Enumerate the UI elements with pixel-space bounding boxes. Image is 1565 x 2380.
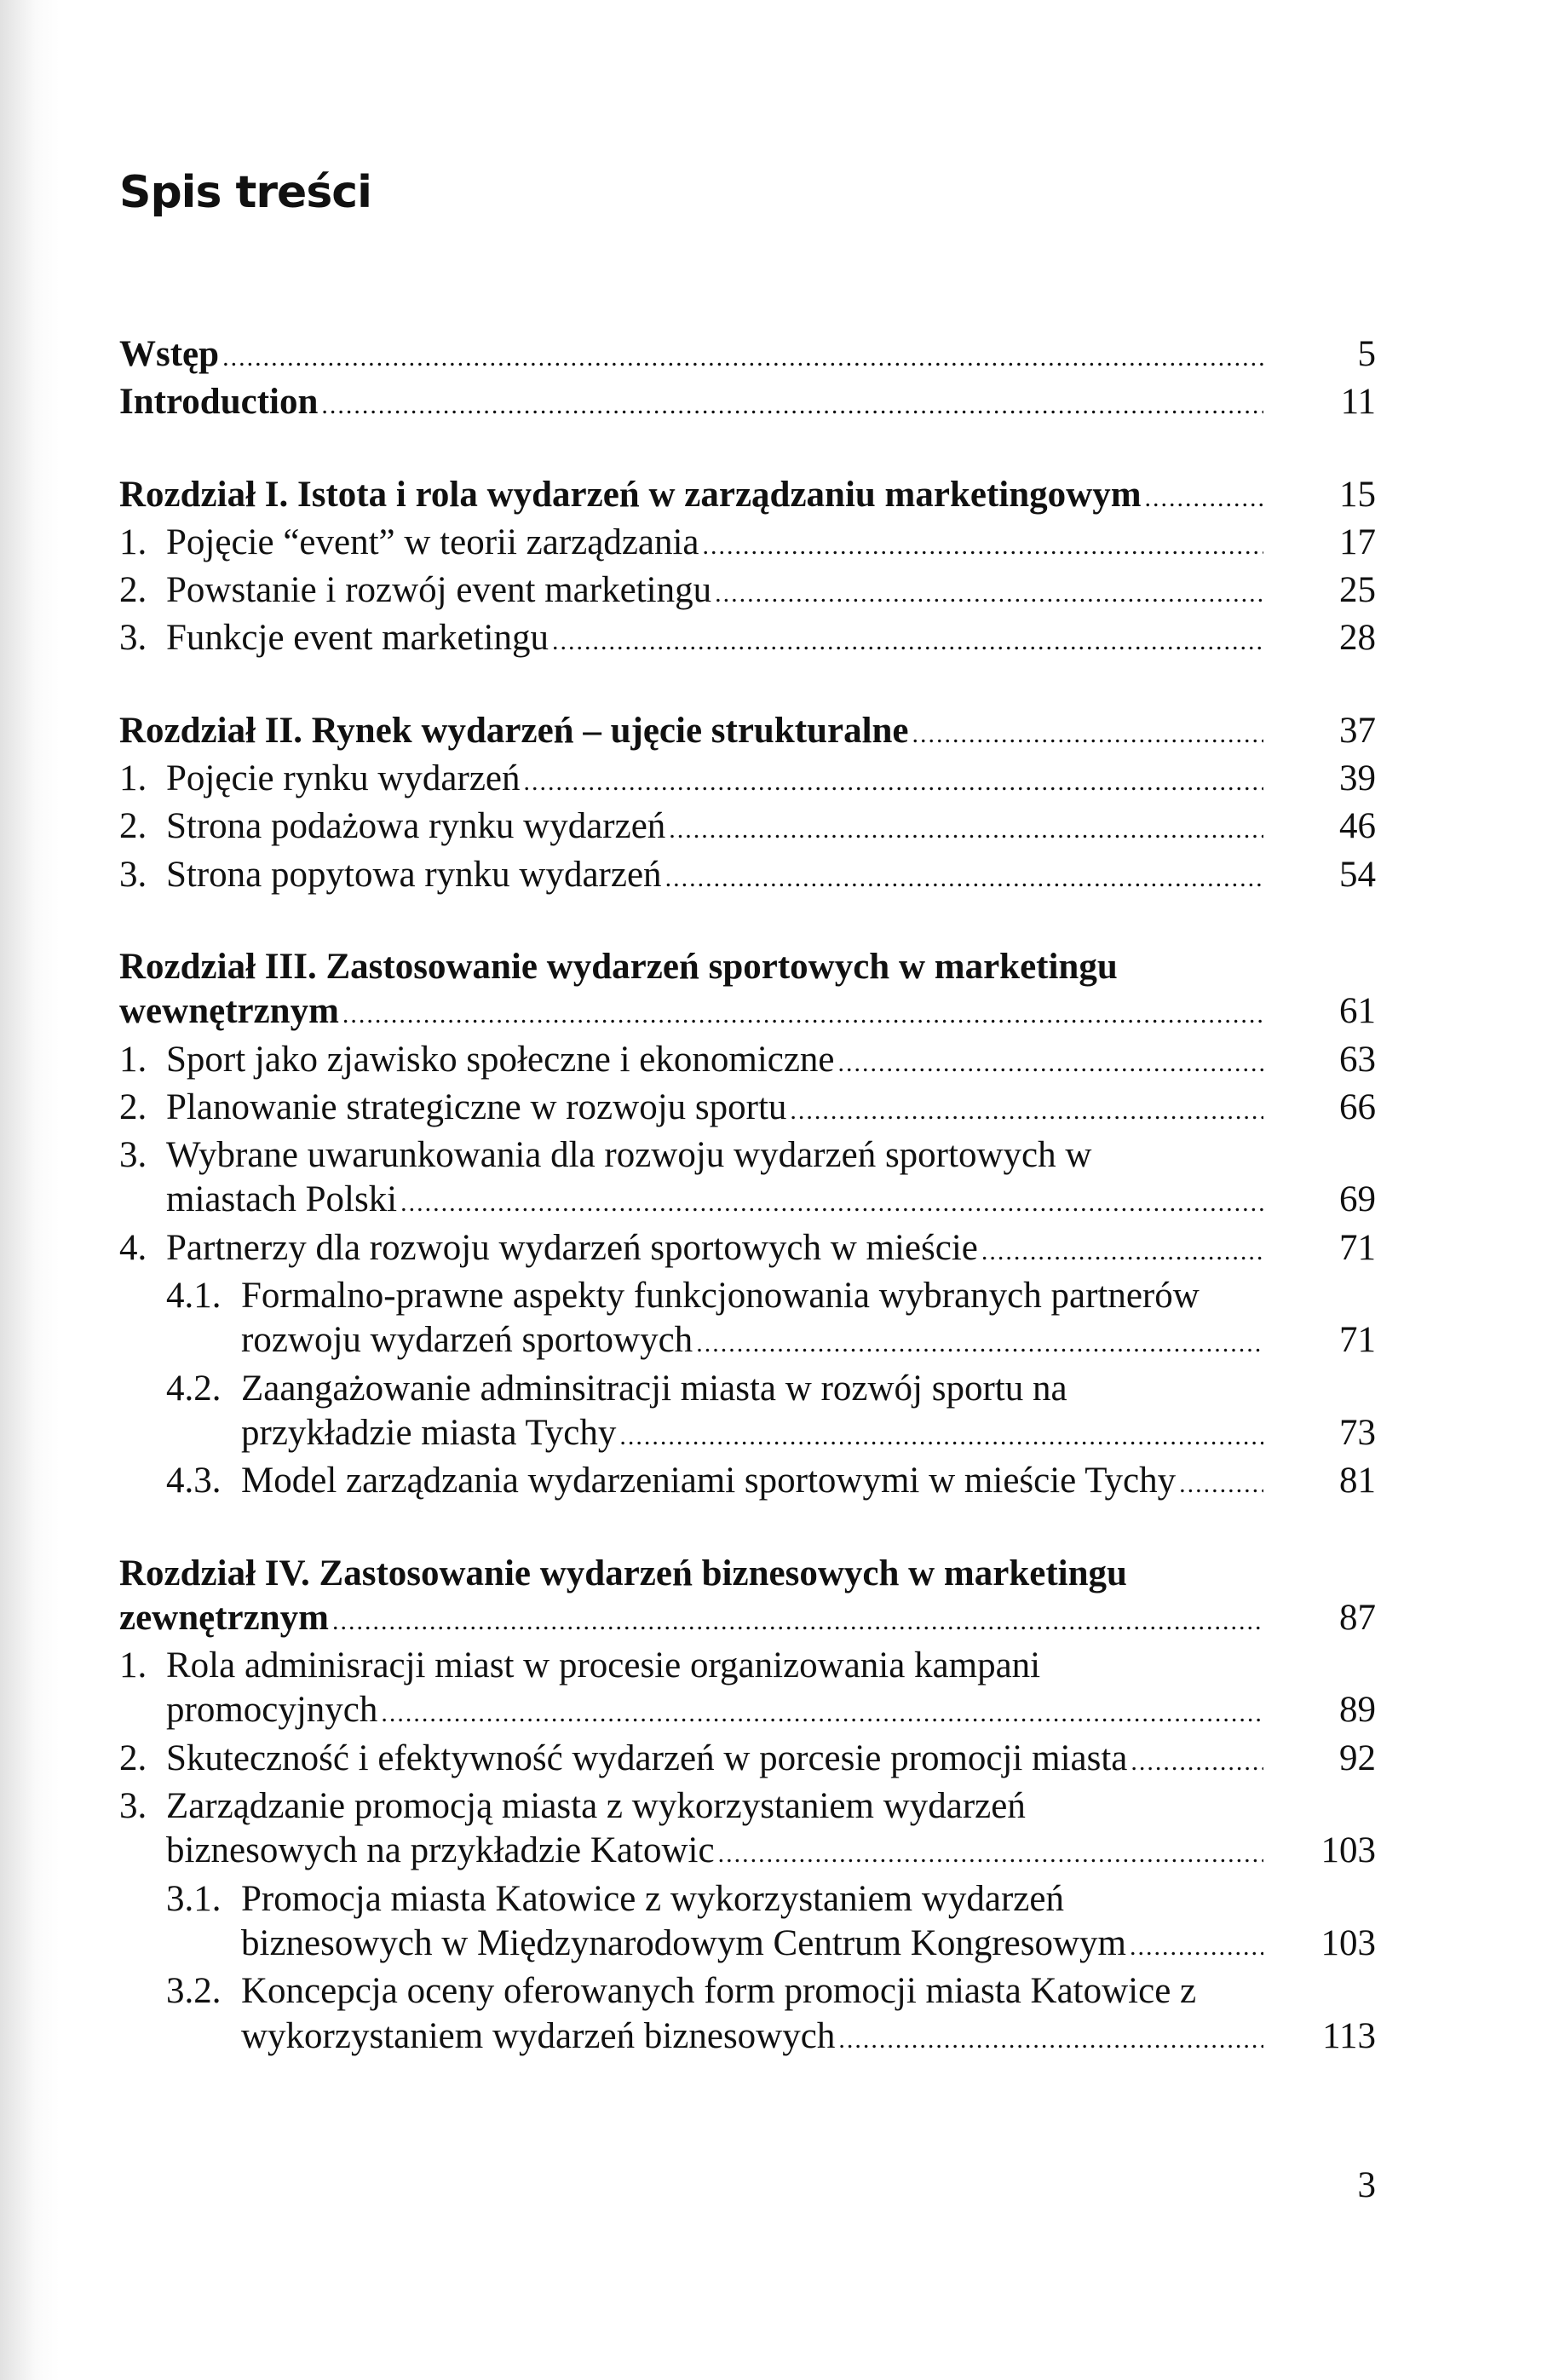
toc-item-1-1[interactable]	[119, 521, 1376, 568]
toc-page-number: 37	[1339, 710, 1376, 751]
item-title: Pojęcie “event” w teorii zarządzania	[166, 522, 699, 562]
toc-subitem-4-3-2[interactable]	[119, 1969, 1376, 2014]
toc-subitem-4-3-1[interactable]	[119, 1877, 1376, 1922]
item-title: Skuteczność i efektywność wydarzeń w porcesie promocji miasta	[166, 1737, 1128, 1778]
toc-page-number: 71	[1339, 1227, 1376, 1268]
toc-item-3-2[interactable]	[119, 1086, 1376, 1133]
section-gap	[119, 429, 1376, 473]
toc-item-3-3[interactable]	[119, 1133, 1376, 1178]
toc-page-number: 46	[1339, 806, 1376, 847]
dot-leader	[912, 712, 1263, 757]
toc-subitem-4-3-1-cont[interactable]	[119, 1922, 1376, 1969]
subitem-number: 3.2.	[166, 1971, 222, 2012]
toc-chapter-4-cont[interactable]	[119, 1596, 1376, 1644]
toc-entry-wstep[interactable]	[119, 332, 1376, 380]
item-number: 3.	[119, 618, 147, 659]
subitem-number: 4.2.	[166, 1368, 222, 1409]
dot-leader	[703, 524, 1263, 568]
toc-page-number: 103	[1320, 1922, 1376, 1963]
toc-page-number: 92	[1339, 1737, 1376, 1778]
dot-leader	[332, 1599, 1263, 1644]
dot-leader	[981, 1230, 1263, 1274]
dot-leader	[342, 993, 1263, 1037]
toc-page-number: 66	[1339, 1086, 1376, 1127]
toc-entry-title: Wstęp	[119, 334, 220, 374]
dot-leader	[696, 1322, 1263, 1366]
toc-page-number: 15	[1339, 474, 1376, 515]
item-number: 2.	[119, 570, 147, 611]
item-title: Partnerzy dla rozwoju wydarzeń sportowych w mieście	[166, 1227, 978, 1268]
toc-chapter-3[interactable]	[119, 945, 1376, 989]
dot-leader	[718, 1832, 1263, 1876]
item-title-line-1: Rola adminisracji miast w procesie organizowania kampani	[166, 1645, 1041, 1686]
dot-leader	[381, 1691, 1263, 1736]
dot-leader	[552, 619, 1263, 664]
toc-chapter-1[interactable]	[119, 473, 1376, 521]
dot-leader	[400, 1181, 1263, 1225]
subitem-number: 4.1.	[166, 1276, 222, 1317]
dot-leader	[321, 383, 1263, 428]
toc-item-4-1-cont[interactable]	[119, 1688, 1376, 1736]
toc-page-number: 71	[1339, 1320, 1376, 1361]
toc-page-number: 28	[1339, 618, 1376, 659]
dot-leader	[1179, 1462, 1263, 1507]
toc-page-number: 89	[1339, 1690, 1376, 1731]
item-title: Strona podażowa rynku wydarzeń	[166, 806, 666, 847]
section-gap	[119, 1507, 1376, 1552]
item-number: 1.	[119, 522, 147, 562]
page-number: 3	[1357, 2165, 1376, 2205]
dot-leader	[1145, 476, 1263, 521]
item-number: 3.	[119, 1135, 147, 1176]
toc-item-2-3[interactable]	[119, 853, 1376, 901]
table-of-contents	[119, 332, 1376, 2062]
subitem-title-line-2: przykładzie miasta Tychy	[241, 1412, 617, 1453]
item-title: Sport jako zjawisko społeczne i ekonomiczne	[166, 1039, 835, 1080]
item-title: Strona popytowa rynku wydarzeń	[166, 854, 662, 895]
toc-page-number: 69	[1339, 1179, 1376, 1220]
subitem-title-line-2: biznesowych w Międzynarodowym Centrum Kongresowym	[241, 1922, 1126, 1963]
item-title-line-1: Wybrane uwarunkowania dla rozwoju wydarzeń sportowych w	[166, 1135, 1092, 1176]
toc-subitem-3-4-1-cont[interactable]	[119, 1318, 1376, 1366]
subitem-title: Model zarządzania wydarzeniami sportowymi w mieście Tychy	[241, 1461, 1177, 1501]
item-title: Funkcje event marketingu	[166, 618, 549, 659]
toc-page-number: 73	[1339, 1412, 1376, 1453]
toc-item-4-3[interactable]	[119, 1784, 1376, 1829]
section-gap	[119, 901, 1376, 945]
subitem-title-line-1: Koncepcja oceny oferowanych form promocji miasta Katowice z	[241, 1971, 1197, 2012]
dot-leader	[669, 808, 1263, 852]
chapter-title: Rozdział I. Istota i rola wydarzeń w zarządzaniu marketingowym	[119, 474, 1142, 515]
toc-entry-title: Introduction	[119, 382, 319, 423]
item-title-line-2: biznesowych na przykładzie Katowic	[166, 1830, 715, 1871]
toc-subitem-3-4-3[interactable]	[119, 1459, 1376, 1507]
toc-item-3-1[interactable]	[119, 1038, 1376, 1086]
page-title: Spis treści	[119, 167, 371, 218]
toc-page-number: 113	[1322, 2015, 1376, 2056]
toc-subitem-3-4-2[interactable]	[119, 1367, 1376, 1411]
subitem-title-line-1: Formalno-prawne aspekty funkcjonowania wybranych partnerów	[241, 1276, 1200, 1317]
subitem-title-line-1: Promocja miasta Katowice z wykorzystaniem wydarzeń	[241, 1878, 1064, 1919]
subitem-number: 3.1.	[166, 1878, 222, 1919]
dot-leader	[524, 760, 1263, 804]
toc-item-3-4[interactable]	[119, 1226, 1376, 1274]
toc-page-number: 17	[1339, 522, 1376, 562]
chapter-title-line-2: wewnętrznym	[119, 991, 339, 1032]
toc-item-1-2[interactable]	[119, 568, 1376, 616]
section-gap	[119, 665, 1376, 709]
toc-page-number: 5	[1357, 334, 1376, 374]
item-title: Pojęcie rynku wydarzeń	[166, 758, 521, 799]
item-title-line-2: miastach Polski	[166, 1179, 398, 1220]
scan-gutter-shadow	[0, 0, 60, 2380]
toc-page-number: 87	[1339, 1597, 1376, 1638]
dot-leader	[715, 572, 1263, 616]
toc-item-3-3-cont[interactable]	[119, 1178, 1376, 1225]
toc-item-2-2[interactable]	[119, 804, 1376, 852]
toc-chapter-2[interactable]	[119, 709, 1376, 757]
dot-leader	[790, 1089, 1263, 1133]
toc-page-number: 54	[1339, 854, 1376, 895]
subitem-title-line-2: wykorzystaniem wydarzeń biznesowych	[241, 2015, 836, 2056]
toc-page-number: 11	[1340, 382, 1376, 423]
dot-leader	[1131, 1740, 1263, 1784]
dot-leader	[619, 1415, 1263, 1459]
item-number: 1.	[119, 758, 147, 799]
dot-leader	[665, 856, 1263, 901]
item-number: 2.	[119, 806, 147, 847]
item-number: 1.	[119, 1645, 147, 1686]
toc-item-2-1[interactable]	[119, 757, 1376, 804]
dot-leader	[838, 1041, 1263, 1086]
toc-page-number: 63	[1339, 1039, 1376, 1080]
item-title: Powstanie i rozwój event marketingu	[166, 570, 712, 611]
toc-chapter-4[interactable]	[119, 1552, 1376, 1596]
item-title: Planowanie strategiczne w rozwoju sportu	[166, 1086, 787, 1127]
toc-page-number: 103	[1320, 1830, 1376, 1871]
toc-item-4-2[interactable]	[119, 1737, 1376, 1784]
chapter-title-line-2: zewnętrznym	[119, 1597, 329, 1638]
item-number: 4.	[119, 1227, 147, 1268]
item-title-line-2: promocyjnych	[166, 1690, 378, 1731]
item-title-line-1: Zarządzanie promocją miasta z wykorzystaniem wydarzeń	[166, 1786, 1026, 1827]
toc-item-4-1[interactable]	[119, 1644, 1376, 1688]
toc-item-1-3[interactable]	[119, 616, 1376, 664]
dot-leader	[1130, 1925, 1263, 1969]
toc-page-number: 61	[1339, 991, 1376, 1032]
toc-page-number: 25	[1339, 570, 1376, 611]
item-number: 3.	[119, 1786, 147, 1827]
subitem-title-line-2: rozwoju wydarzeń sportowych	[241, 1320, 693, 1361]
toc-subitem-4-3-2-cont[interactable]	[119, 2014, 1376, 2062]
chapter-title-line-1: Rozdział IV. Zastosowanie wydarzeń biznesowych w marketingu	[119, 1553, 1127, 1593]
item-number: 2.	[119, 1737, 147, 1778]
dot-leader	[838, 2018, 1263, 2062]
toc-subitem-3-4-2-cont[interactable]	[119, 1411, 1376, 1459]
chapter-title: Rozdział II. Rynek wydarzeń – ujęcie strukturalne	[119, 710, 909, 751]
dot-leader	[222, 336, 1263, 380]
item-number: 1.	[119, 1039, 147, 1080]
toc-entry-introduction[interactable]	[119, 380, 1376, 428]
toc-chapter-3-cont[interactable]	[119, 989, 1376, 1037]
toc-subitem-3-4-1[interactable]	[119, 1274, 1376, 1318]
toc-page-number: 39	[1339, 758, 1376, 799]
item-number: 2.	[119, 1086, 147, 1127]
subitem-title-line-1: Zaangażowanie adminsitracji miasta w rozwój sportu na	[241, 1368, 1067, 1409]
item-number: 3.	[119, 854, 147, 895]
chapter-title-line-1: Rozdział III. Zastosowanie wydarzeń sportowych w marketingu	[119, 946, 1118, 987]
toc-item-4-3-cont[interactable]	[119, 1829, 1376, 1876]
toc-page-number: 81	[1339, 1461, 1376, 1501]
subitem-number: 4.3.	[166, 1461, 222, 1501]
